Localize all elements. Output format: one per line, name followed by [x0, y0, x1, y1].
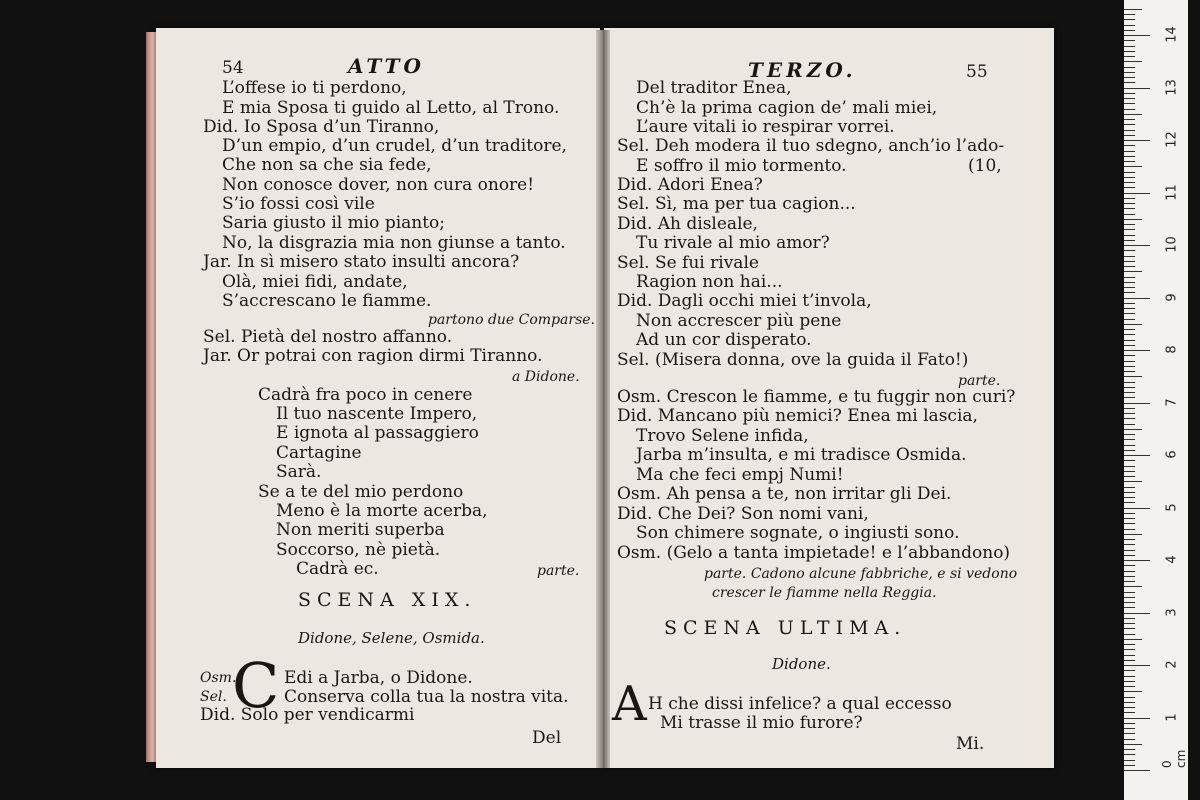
right-page-line: H che dissi infelice? a qual eccesso: [648, 694, 952, 714]
right-page-line: Did. Ah disleale,: [617, 214, 758, 234]
ruler-tick: [1124, 98, 1135, 99]
ruler-number: 14: [1164, 26, 1180, 43]
ruler-tick: [1124, 303, 1135, 304]
right-page-line: Sel. Se fui rivale: [617, 253, 759, 273]
ruler-tick: [1124, 445, 1135, 446]
right-page-line: Osm. Ah pensa a te, non irritar gli Dei.: [617, 484, 952, 504]
ruler-tick: [1124, 728, 1135, 729]
right-running-head: TERZO.: [748, 58, 857, 82]
right-page-line: Del traditor Enea,: [636, 78, 792, 98]
left-page-line: Se a te del mio perdono: [258, 482, 464, 502]
ruler-tick: [1124, 140, 1150, 141]
ruler-tick: [1124, 681, 1135, 682]
ruler-tick: [1124, 634, 1135, 635]
ruler-tick: [1124, 697, 1135, 698]
ruler-tick: [1124, 744, 1142, 745]
ruler-tick: [1124, 723, 1135, 724]
ruler-tick: [1124, 282, 1135, 283]
ruler-tick: [1124, 487, 1135, 488]
ruler-number: 12: [1164, 131, 1180, 148]
ruler-tick: [1124, 334, 1135, 335]
right-page-line: Did. Mancano più nemici? Enea mi lascia,: [617, 406, 978, 426]
ruler-tick: [1124, 397, 1135, 398]
left-page-line: E mia Sposa ti guido al Letto, al Trono.: [222, 98, 560, 118]
left-page-line: a Didone.: [512, 369, 580, 385]
left-page-line: Edi a Jarba, o Didone.: [284, 668, 473, 688]
ruler-tick: [1124, 261, 1135, 262]
ruler-tick: [1124, 208, 1135, 209]
ruler-tick: [1124, 256, 1135, 257]
ruler-tick: [1124, 124, 1135, 125]
ruler-tick: [1124, 287, 1135, 288]
ruler-tick: [1124, 224, 1135, 225]
ruler-tick: [1124, 707, 1135, 708]
ruler-number: 11: [1164, 183, 1180, 201]
ruler-tick: [1124, 329, 1135, 330]
ruler-tick: [1124, 361, 1135, 362]
ruler-tick: [1124, 429, 1142, 430]
ruler-tick: [1124, 235, 1135, 236]
ruler-tick: [1124, 9, 1142, 10]
ruler-tick: [1124, 565, 1135, 566]
ruler-tick: [1124, 30, 1135, 31]
ruler-tick: [1124, 686, 1135, 687]
left-page-line: Did. Io Sposa d’un Tiranno,: [203, 117, 440, 137]
ruler-tick: [1124, 403, 1150, 404]
ruler-number: 10: [1164, 236, 1180, 253]
ruler-tick: [1124, 19, 1135, 20]
ruler-tick: [1124, 471, 1135, 472]
ruler-tick: [1124, 597, 1135, 598]
ruler-tick: [1124, 481, 1142, 482]
ruler-tick: [1124, 277, 1135, 278]
right-drop-cap: A: [612, 676, 647, 732]
ruler-tick: [1124, 292, 1135, 293]
ruler-tick: [1124, 655, 1135, 656]
right-page-line: Trovo Selene infida,: [636, 426, 809, 446]
ruler-number: 6: [1164, 450, 1180, 459]
ruler-tick: [1124, 350, 1150, 351]
ruler-tick: [1124, 765, 1135, 766]
ruler-tick: [1124, 439, 1135, 440]
ruler-tick: [1124, 114, 1142, 115]
right-page-line: parte.: [958, 373, 1001, 389]
ruler-tick: [1124, 702, 1135, 703]
left-page-line: No, la disgrazia mia non giunse a tanto.: [222, 233, 566, 253]
ruler-tick: [1124, 88, 1150, 89]
ruler-tick: [1124, 497, 1135, 498]
ruler-tick: [1124, 182, 1135, 183]
ruler-unit-label: 0 cm: [1160, 749, 1188, 768]
book-gutter: [596, 30, 610, 768]
ruler-tick: [1124, 455, 1150, 456]
ruler-tick: [1124, 271, 1142, 272]
ruler-tick: [1124, 539, 1135, 540]
ruler-tick: [1124, 198, 1135, 199]
ruler-tick: [1124, 119, 1135, 120]
ruler-tick: [1124, 586, 1142, 587]
left-page-line: Sarà.: [276, 462, 322, 482]
left-page-line: Olà, miei fidi, andate,: [222, 272, 408, 292]
ruler-tick: [1124, 371, 1135, 372]
left-page-line: Cadrà fra poco in cenere: [258, 385, 473, 405]
right-page-line: crescer le fiamme nella Reggia.: [712, 585, 937, 601]
left-page-line: Conserva colla tua la nostra vita.: [284, 687, 569, 707]
ruler-number: 1: [1164, 712, 1180, 722]
left-page-line: S’accrescano le fiamme.: [222, 291, 432, 311]
ruler-tick: [1124, 476, 1135, 477]
ruler-tick: [1124, 166, 1142, 167]
ruler-tick: [1124, 607, 1135, 608]
left-page-line: Sel. Pietà del nostro affanno.: [203, 327, 453, 347]
ruler-tick: [1124, 177, 1135, 178]
ruler-tick: [1124, 602, 1135, 603]
ruler-tick: [1124, 623, 1135, 624]
ruler-tick: [1124, 366, 1135, 367]
ruler-tick: [1124, 502, 1135, 503]
ruler-number: 7: [1164, 397, 1180, 407]
ruler-tick: [1124, 733, 1135, 734]
right-page-line: Ch’è la prima cagion de’ mali miei,: [636, 98, 938, 118]
ruler-tick: [1124, 523, 1135, 524]
ruler-tick: [1124, 103, 1135, 104]
ruler-tick: [1124, 424, 1135, 425]
left-drop-cap: C: [232, 649, 280, 722]
left-page-number: 54: [222, 58, 244, 78]
ruler-tick: [1124, 760, 1135, 761]
ruler-tick: [1124, 691, 1142, 692]
left-page-line: D’un empio, d’un crudel, d’un traditore,: [222, 136, 567, 156]
ruler-tick: [1124, 770, 1150, 771]
left-page-line: Meno è la morte acerba,: [276, 501, 488, 521]
ruler-tick: [1124, 324, 1142, 325]
ruler-tick: [1124, 749, 1135, 750]
right-page-line: parte. Cadono alcune fabbriche, e si vedono: [704, 566, 1018, 582]
left-page-line: Soccorso, nè pietà.: [276, 540, 441, 560]
right-page-line: Ad un cor disperato.: [636, 330, 812, 350]
right-page-line: Mi.: [956, 734, 985, 754]
ruler-tick: [1124, 25, 1135, 26]
ruler-tick: [1124, 382, 1135, 383]
ruler-tick: [1124, 534, 1142, 535]
ruler-tick: [1124, 387, 1135, 388]
right-page-line: Sel. Sì, ma per tua cagion...: [617, 194, 856, 214]
ruler-number: 3: [1164, 607, 1180, 617]
ruler-tick: [1124, 35, 1150, 36]
ruler-tick: [1124, 298, 1150, 299]
left-scene-cast: Didone, Selene, Osmida.: [298, 629, 485, 647]
ruler-tick: [1124, 466, 1135, 467]
ruler-number: 4: [1164, 555, 1180, 564]
ruler-tick: [1124, 14, 1135, 15]
ruler-tick: [1124, 172, 1135, 173]
ruler-number: 8: [1164, 345, 1180, 354]
right-page-line: Sel. (Misera donna, ove la guida il Fato!): [617, 350, 969, 370]
right-page-line: Non accrescer più pene: [636, 311, 842, 331]
ruler-number: 13: [1164, 78, 1180, 96]
ruler-tick: [1124, 214, 1135, 215]
ruler-tick: [1124, 560, 1150, 561]
ruler-tick: [1124, 492, 1135, 493]
ruler-tick: [1124, 229, 1135, 230]
ruler-tick: [1124, 665, 1150, 666]
ruler-tick: [1124, 754, 1135, 755]
ruler-tick: [1124, 340, 1135, 341]
ruler-tick: [1124, 508, 1150, 509]
ruler-tick: [1124, 392, 1135, 393]
ruler-tick: [1124, 670, 1135, 671]
ruler-tick: [1124, 434, 1135, 435]
left-page-line: Cartagine: [276, 443, 362, 463]
right-page-line: Ma che feci empj Numi!: [636, 465, 844, 485]
ruler-tick: [1124, 628, 1135, 629]
ruler-tick: [1124, 544, 1135, 545]
left-page-line: Osm.: [200, 670, 237, 686]
ruler-tick: [1124, 581, 1135, 582]
ruler-tick: [1124, 460, 1135, 461]
ruler-tick: [1124, 109, 1135, 110]
right-page-line: Ragion non hai...: [636, 272, 783, 292]
left-page-line: L’offese io ti perdono,: [222, 78, 407, 98]
ruler-tick: [1124, 618, 1135, 619]
ruler-tick: [1124, 72, 1135, 73]
left-page-line: Did. Solo per vendicarmi: [200, 705, 415, 725]
left-page-line: Del: [532, 728, 562, 748]
ruler-tick: [1124, 40, 1135, 41]
ruler-tick: [1124, 77, 1135, 78]
ruler-tick: [1124, 550, 1135, 551]
ruler-tick: [1124, 156, 1135, 157]
ruler-tick: [1124, 319, 1135, 320]
ruler-tick: [1124, 61, 1142, 62]
ruler-tick: [1124, 250, 1135, 251]
right-page-line: Son chimere sognate, o ingiusti sono.: [636, 523, 960, 543]
ruler-tick: [1124, 93, 1135, 94]
ruler-tick: [1124, 450, 1135, 451]
left-scene-title: SCENA XIX.: [298, 589, 477, 611]
left-page-line: Saria giusto il mio pianto;: [222, 213, 446, 233]
left-running-head: ATTO: [348, 54, 425, 78]
right-page-line: Did. Dagli occhi miei t’invola,: [617, 291, 872, 311]
ruler-tick: [1124, 203, 1135, 204]
left-page-line: parte.: [537, 563, 580, 579]
left-page-line: Cadrà ec.: [296, 559, 379, 579]
ruler-tick: [1124, 571, 1135, 572]
ruler-tick: [1124, 676, 1135, 677]
right-page-line: Tu rivale al mio amor?: [636, 233, 830, 253]
ruler-tick: [1124, 355, 1135, 356]
ruler-tick: [1124, 161, 1135, 162]
ruler-tick: [1124, 644, 1135, 645]
ruler-tick: [1124, 408, 1135, 409]
left-page-line: Non conosce dover, non cura onore!: [222, 175, 535, 195]
right-page-line: (10,: [968, 156, 1002, 176]
ruler-tick: [1124, 649, 1135, 650]
ruler-tick: [1124, 639, 1142, 640]
left-page-line: Sel.: [200, 689, 227, 705]
right-page-line: Osm. Crescon le fiamme, e tu fuggir non curi?: [617, 387, 1016, 407]
left-page-line: Jar. Or potrai con ragion dirmi Tiranno.: [203, 346, 543, 366]
left-page-line: partono due Comparse.: [428, 312, 596, 328]
ruler-number: 9: [1164, 292, 1180, 302]
left-page-line: Il tuo nascente Impero,: [276, 404, 478, 424]
left-page-line: Che non sa che sia fede,: [222, 155, 432, 175]
right-page-line: Did. Che Dei? Son nomi vani,: [617, 504, 869, 524]
ruler-tick: [1124, 555, 1135, 556]
ruler-tick: [1124, 712, 1135, 713]
ruler-tick: [1124, 82, 1135, 83]
ruler-tick: [1124, 135, 1135, 136]
ruler-tick: [1124, 46, 1135, 47]
ruler-tick: [1124, 313, 1135, 314]
ruler-number: 5: [1164, 502, 1180, 512]
ruler-tick: [1124, 613, 1150, 614]
ruler-tick: [1124, 240, 1135, 241]
right-page-line: Jarba m’insulta, e mi tradisce Osmida.: [636, 445, 967, 465]
left-page-line: S’io fossi così vile: [222, 194, 375, 214]
right-page-line: Mi trasse il mio furore?: [660, 713, 863, 733]
right-page-line: Did. Adori Enea?: [617, 175, 763, 195]
ruler-tick: [1124, 193, 1150, 194]
ruler-tick: [1124, 51, 1135, 52]
ruler-tick: [1124, 151, 1135, 152]
ruler-tick: [1124, 592, 1135, 593]
ruler-tick: [1124, 529, 1135, 530]
left-page-line: E ignota al passaggiero: [276, 423, 479, 443]
right-scene-title: SCENA ULTIMA.: [664, 617, 907, 639]
right-page-line: L’aure vitali io respirar vorrei.: [636, 117, 895, 137]
right-page-line: E soffro il mio tormento.: [636, 156, 847, 176]
ruler-tick: [1124, 376, 1142, 377]
ruler-tick: [1124, 345, 1135, 346]
right-scene-cast: Didone.: [772, 655, 831, 673]
left-page-line: Jar. In sì misero stato insulti ancora?: [203, 252, 520, 272]
ruler-tick: [1124, 518, 1135, 519]
ruler-tick: [1124, 513, 1135, 514]
ruler-tick: [1124, 130, 1135, 131]
ruler-tick: [1124, 219, 1142, 220]
ruler-tick: [1124, 576, 1135, 577]
ruler-tick: [1124, 245, 1150, 246]
ruler-tick: [1124, 266, 1135, 267]
ruler-tick: [1124, 660, 1135, 661]
right-page-number: 55: [966, 62, 988, 82]
ruler-tick: [1124, 718, 1150, 719]
ruler-tick: [1124, 145, 1135, 146]
measurement-ruler: [1124, 0, 1188, 800]
ruler-tick: [1124, 418, 1135, 419]
left-page-line: Non meriti superba: [276, 520, 445, 540]
ruler-tick: [1124, 413, 1135, 414]
right-page-line: Sel. Deh modera il tuo sdegno, anch’io l’ado-: [617, 136, 1005, 156]
ruler-tick: [1124, 187, 1135, 188]
ruler-tick: [1124, 739, 1135, 740]
ruler-number: 2: [1164, 660, 1180, 669]
ruler-tick: [1124, 56, 1135, 57]
ruler-tick: [1124, 308, 1135, 309]
right-page-line: Osm. (Gelo a tanta impietade! e l’abbandono): [617, 543, 1011, 563]
ruler-tick: [1124, 67, 1135, 68]
